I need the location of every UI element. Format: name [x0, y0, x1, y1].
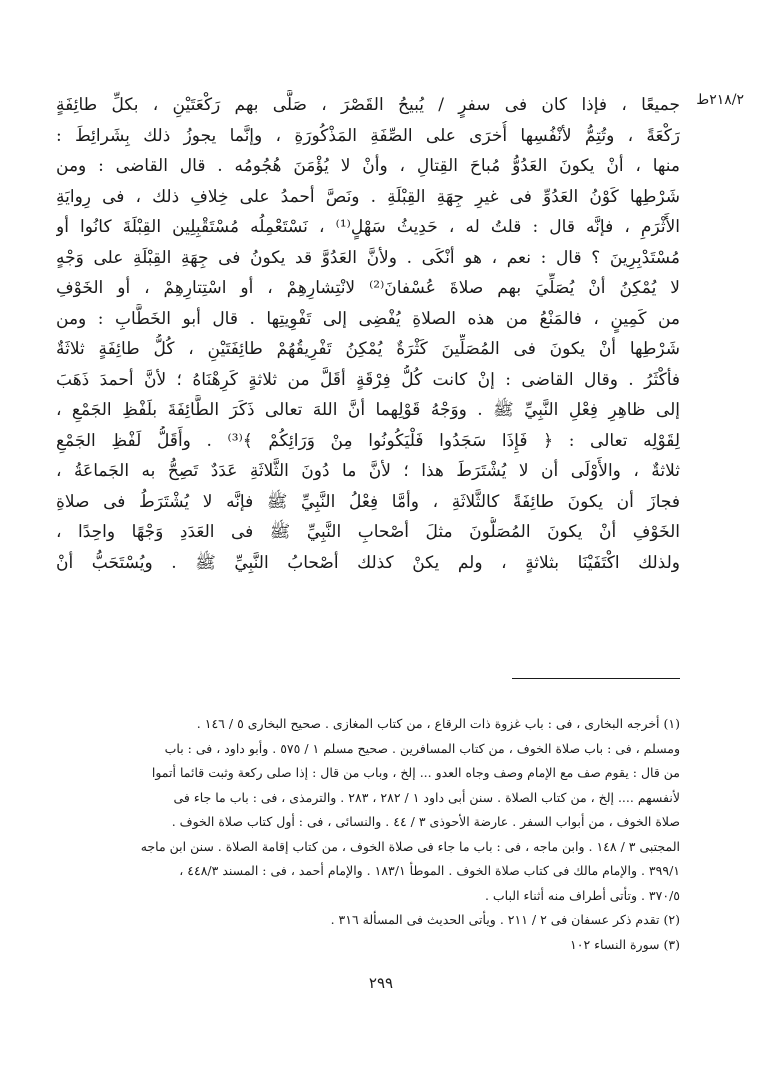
- body-line: الأَثْرَمِ ، فإنَّه قال : قلتُ له ، حَدِيثُ سَهْلٍ⁽¹⁾ ، نَسْتَعْمِلُه مُسْتَقْبِلِين القِبْلَةَ كانُوا أو: [56, 217, 680, 237]
- footnote-line: من قال : يقوم صف مع الإمام وصف وجاه العدو ... إلخ ، وباب من قال : إذا صلى ركعة وثبت قائما أتموا: [151, 765, 680, 780]
- footnote-line: المجتبى ٣ / ١٤٨ . وابن ماجه ، فى : باب ما جاء فى صلاة الخوف ، من كتاب إقامة الصلاة . سنن ابن ماجه: [140, 838, 680, 854]
- body-line: ثلاثةٌ ، والأَوْلَى أن لا يُشْتَرَطَ هذا ؛ لأنَّ ما دُونَ الثَّلاثَةِ عَدَدٌ تَصِحُّ به الجَماعَةُ ،: [56, 461, 680, 481]
- body-line: الخَوْفِ أنْ يكونَ المُصَلُّونَ مثلَ أصْحابِ النَّبِيِّ ﷺ فى العَدَدِ وَجْهًا واحِدًا ،: [56, 522, 680, 542]
- footnote-line: ٣٧٠/٥ . وتأتى أطراف منه أثناء الباب .: [484, 887, 680, 903]
- footnote-line: لأنفسهم .... إلخ ، من كتاب الصلاة . سنن أبى داود ١ / ٢٨٢ ، ٢٨٣ . والترمذى ، فى : باب ما جاء فى: [173, 789, 680, 805]
- body-line: منها ، أنْ يكونَ العَدُوُّ مُباحَ القِتالِ ، وأنْ لا يُؤْمَنَ هُجُومُه . قال القاضى : ومن: [56, 156, 680, 176]
- footnote-line: ومسلم ، فى : باب صلاة الخوف ، من كتاب المسافرين . صحيح مسلم ١ / ٥٧٥ . وأبو داود ، فى : باب: [164, 740, 680, 756]
- body-line: ولذلك اكْتَفَيْنَا بثلاثةٍ ، ولم يكنْ كذلك أصْحابُ النَّبِيِّ ﷺ . ويُسْتَحَبُّ أنْ: [56, 552, 680, 573]
- body-line: فجازَ أن يكونَ طائِفَةً كالثَّلاثَةِ ، وأمَّا فِعْلُ النَّبِيِّ ﷺ فإنَّه لا يُشْتَرَطُ فى صلاةِ: [56, 491, 680, 512]
- footnote-line: ٣٩٩/١ . والإمام مالك فى كتاب صلاة الخوف . الموطأ ١٨٣/١ . والإمام أحمد ، فى : المسند ٤٤٨/٣ ،: [179, 863, 680, 878]
- body-text: [56, 90, 680, 578]
- body-line: شَرْطِها كَوْنُ العَدُوِّ فى غيرِ جِهَةِ القِبْلَةِ . ونَصَّ أحمدُ على خِلافِ ذلك ، فى رِوايَةِ: [56, 186, 680, 207]
- body-line: إلى ظاهِرِ فِعْلِ النَّبِيِّ ﷺ . ووَجْهُ قَوْلِهما أنَّ اللهَ تعالى ذَكَرَ الطَّائِفَةَ بلَفْظِ الجَمْعِ ،: [56, 400, 680, 420]
- footnote-line: (٢) تقدم ذكر عسفان فى ٢ / ٢١١ . ويأتى الحديث فى المسألة ٣١٦ .: [330, 912, 680, 927]
- margin-reference: ٢١٨/٢ط: [696, 92, 744, 108]
- body-line: مُسْتَدْبِرِينَ ؟ قال : نعم ، هو أنْكَى . ولأنَّ العَدُوَّ قد يكونُ فى جِهَةِ القِبْلَةِ على وَجْهٍ: [56, 247, 680, 268]
- footnote-line: (٣) سورة النساء ١٠٢: [570, 936, 680, 952]
- body-line: لِقَوْلِه تعالى : ﴿ فَإِذَا سَجَدُوا فَلْيَكُونُوا مِنْ وَرَائِكُمْ ﴾⁽³⁾ . وأَقَلُّ لَفْظِ الجَمْعِ: [56, 430, 680, 451]
- footnote-line: صلاة الخوف ، من أبواب السفر . عارضة الأحوذى ٣ / ٤٤ . والنسائى ، فى : أول كتاب صلاة الخوف .: [171, 814, 680, 829]
- footnote-divider: [512, 678, 680, 679]
- body-line: لا يُمْكِنُ أنْ يُصَلِّيَ بهم صلاةَ عُسْفانَ⁽²⁾ لانْتِشارِهِمْ ، أو اسْتِتارِهِمْ ، أو الخَوْفِ: [56, 278, 680, 298]
- footnotes: [56, 712, 680, 957]
- footnote-line: (١) أخرجه البخارى ، فى : باب غزوة ذات الرقاع ، من كتاب المغازى . صحيح البخارى ٥ / ١٤٦ .: [196, 716, 680, 731]
- body-line: جميعًا ، فإذا كان فى سفرٍ / يُبيحُ القَصْرَ ، صَلَّى بهم رَكْعَتَيْنِ ، بكلِّ طائِفَةٍ: [56, 95, 680, 115]
- body-line: رَكْعَةً ، وتُتِمُّ لأنْفُسِها أُخرَى على الصِّفَةِ المَذْكُورَةِ ، وإنَّما يجوزُ ذلك بِشَرائِطَ :: [56, 125, 680, 146]
- body-line: من كَمِينٍ ، فالمَنْعُ من هذه الصلاةِ يُفْضِى إلى تَفْوِيتِها . قال أبو الخَطَّابِ : ومن: [56, 308, 680, 329]
- body-line: فأكْثَرُ . وقال القاضى : إنْ كانت كُلُّ فِرْقَةٍ أقَلَّ من ثلاثةٍ كَرِهْنَاهُ ؛ لأنَّ أحمدَ ذَهَبَ: [56, 369, 680, 390]
- page-number: ٢٩٩: [368, 974, 394, 992]
- body-line: شَرْطِها أنْ يكونَ فى المُصَلِّينَ كَثْرَةٌ يُمْكِنُ تَفْرِيقُهُمْ طائِفَتَيْنِ ، كُلُّ طائِفَةٍ ثلاثَةٌ: [56, 339, 680, 359]
